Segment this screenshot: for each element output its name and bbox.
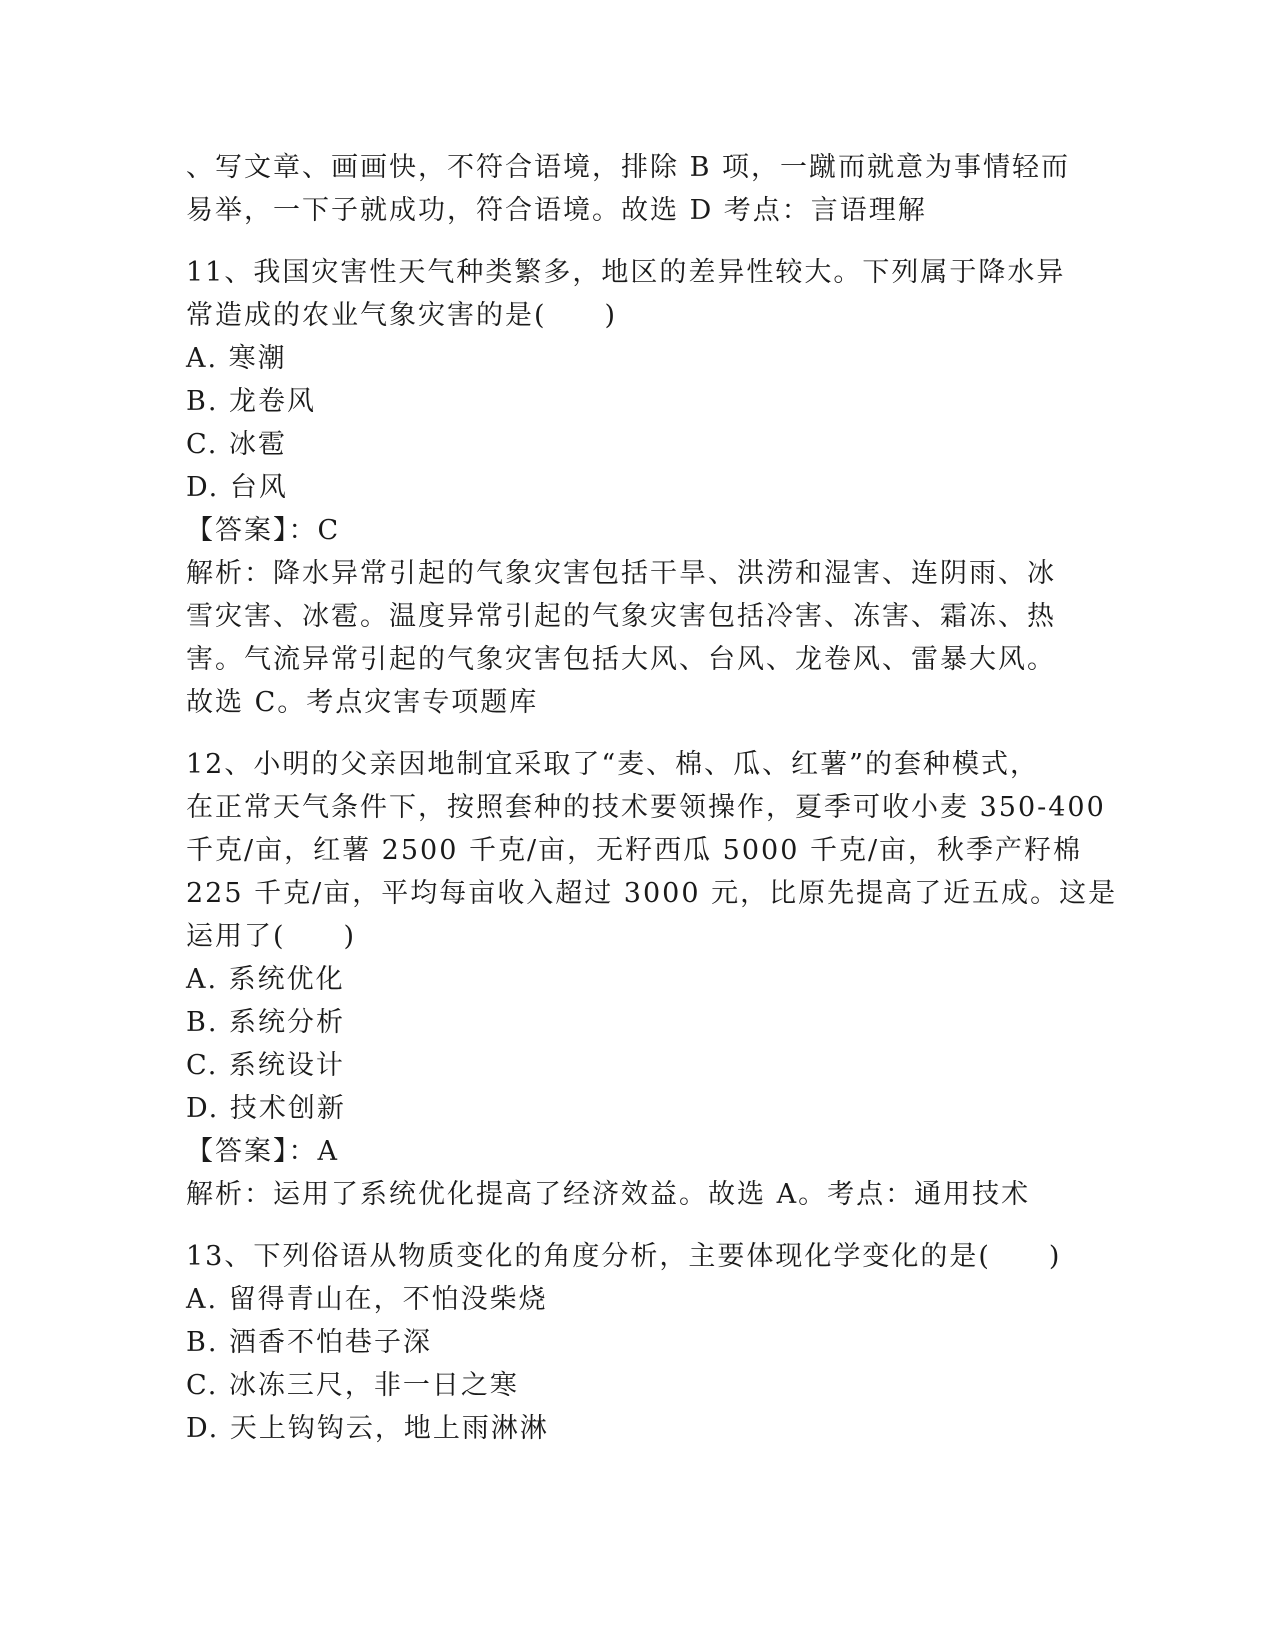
question-stem: 13、下列俗语从物质变化的角度分析，主要体现化学变化的是( ) <box>186 1241 1062 1272</box>
question-11-block <box>186 251 1086 724</box>
explanation-line: 解析：降水异常引起的气象灾害包括干旱、洪涝和湿害、连阴雨、冰 <box>186 558 1056 589</box>
question-stem: 11、我国灾害性天气种类繁多，地区的差异性较大。下列属于降水异 <box>186 257 1066 288</box>
previous-explanation-block <box>186 146 1086 232</box>
option-a: A. 留得青山在，不怕没柴烧 <box>186 1284 548 1315</box>
question-stem: 千克/亩，红薯 2500 千克/亩，无籽西瓜 5000 千克/亩，秋季产籽棉 <box>186 835 1083 866</box>
block-gap <box>186 724 1086 743</box>
option-d: D. 技术创新 <box>186 1093 346 1124</box>
option-d: D. 台风 <box>186 472 288 503</box>
block-gap <box>186 232 1086 251</box>
option-b: B. 龙卷风 <box>186 386 317 417</box>
explanation-line: 解析：运用了系统优化提高了经济效益。故选 A。考点：通用技术 <box>186 1179 1031 1210</box>
question-13-block <box>186 1235 1086 1450</box>
text-line: 、写文章、画画快，不符合语境，排除 B 项，一蹴而就意为事情轻而 <box>186 152 1071 183</box>
explanation-line: 故选 C。考点灾害专项题库 <box>186 687 539 718</box>
option-c: C. 系统设计 <box>186 1050 345 1081</box>
question-12-block <box>186 743 1118 1216</box>
option-b: B. 系统分析 <box>186 1007 346 1038</box>
option-c: C. 冰雹 <box>186 429 287 460</box>
answer-line: 【答案】：A <box>186 1136 339 1167</box>
explanation-line: 害。气流异常引起的气象灾害包括大风、台风、龙卷风、雷暴大风。 <box>186 644 1056 675</box>
option-d: D. 天上钩钩云，地上雨淋淋 <box>186 1413 549 1444</box>
document-page <box>186 146 1118 1450</box>
text-line: 易举，一下子就成功，符合语境。故选 D 考点：言语理解 <box>186 195 927 226</box>
question-stem: 常造成的农业气象灾害的是( ) <box>186 300 618 331</box>
question-stem: 运用了( ) <box>186 921 357 952</box>
explanation-line: 雪灾害、冰雹。温度异常引起的气象灾害包括冷害、冻害、霜冻、热 <box>186 601 1056 632</box>
option-c: C. 冰冻三尺，非一日之寒 <box>186 1370 519 1401</box>
question-stem: 225 千克/亩，平均每亩收入超过 3000 元，比原先提高了近五成。这是 <box>186 878 1118 909</box>
question-stem: 在正常天气条件下，按照套种的技术要领操作，夏季可收小麦 350-400 <box>186 792 1106 823</box>
question-stem: 12、小明的父亲因地制宜采取了“麦、棉、瓜、红薯”的套种模式， <box>186 749 1039 780</box>
option-a: A. 寒潮 <box>186 343 287 374</box>
block-gap <box>186 1216 1086 1235</box>
answer-line: 【答案】：C <box>186 515 341 546</box>
option-a: A. 系统优化 <box>186 964 345 995</box>
option-b: B. 酒香不怕巷子深 <box>186 1327 433 1358</box>
